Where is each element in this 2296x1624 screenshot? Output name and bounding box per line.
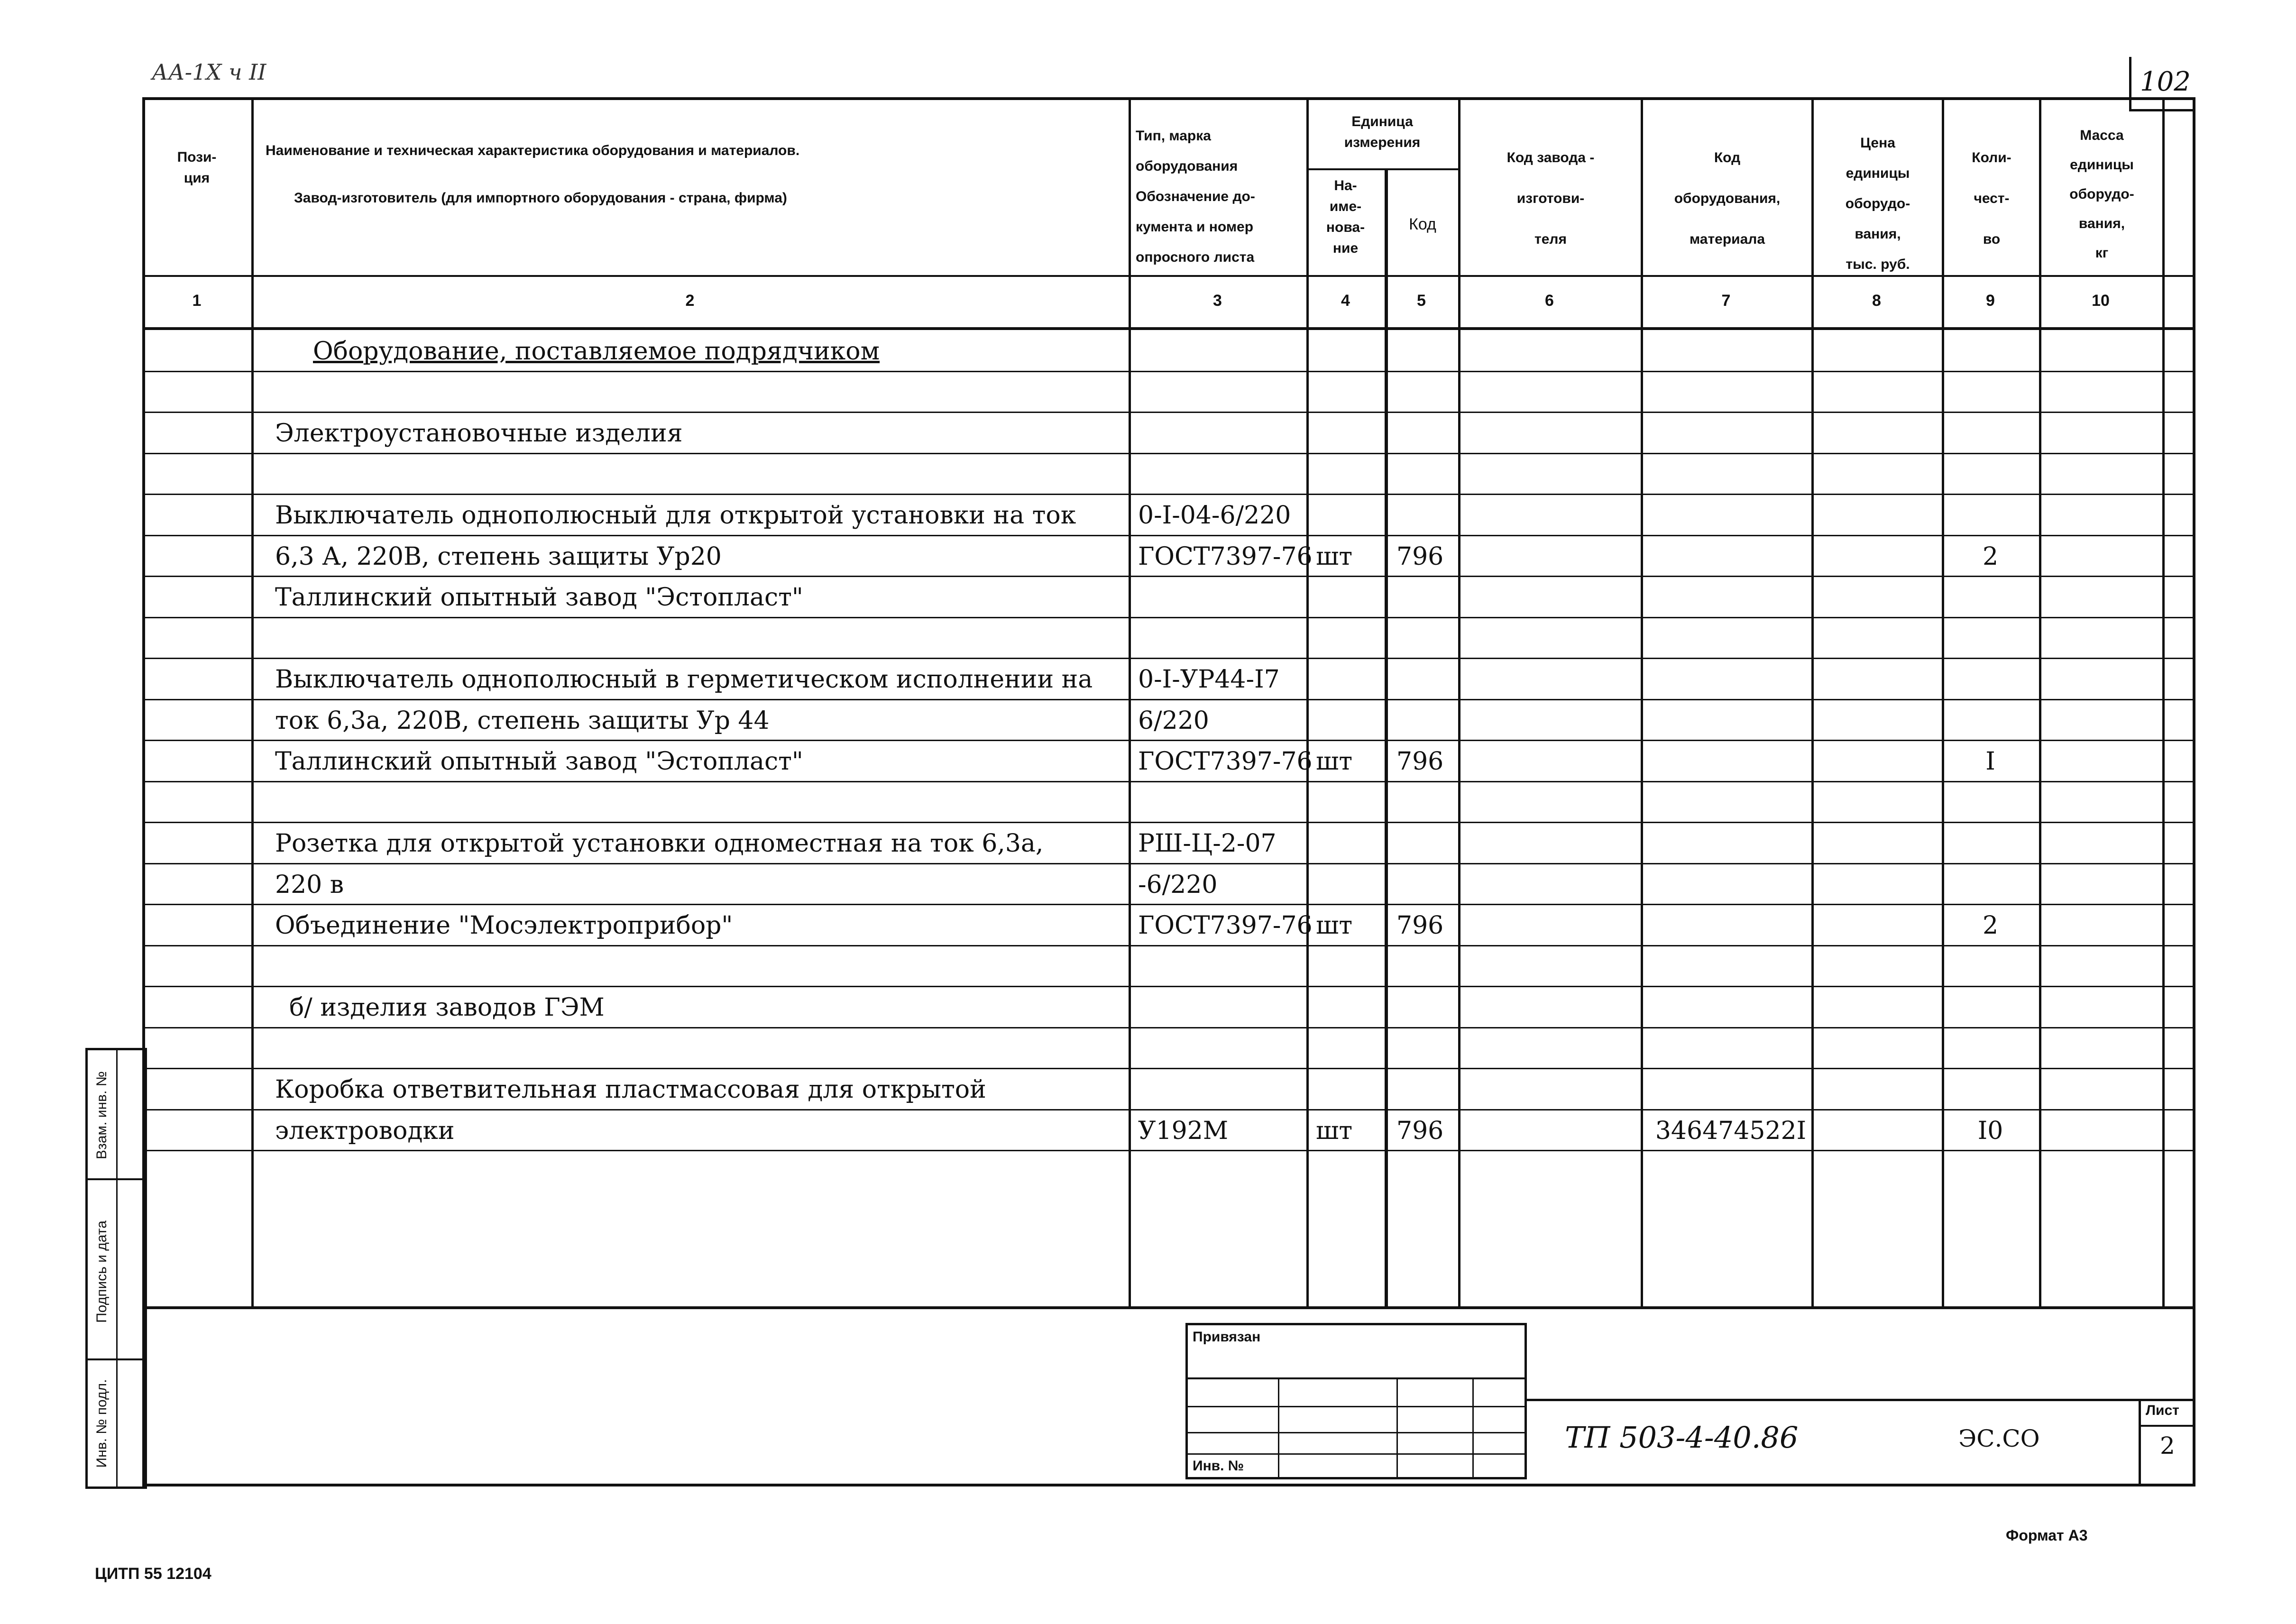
side-inv-orig: Инв. № подл. bbox=[94, 1379, 110, 1468]
col-line-10 bbox=[2162, 97, 2165, 1306]
header-number-line bbox=[142, 327, 2195, 330]
row-name: Электроустановочные изделия bbox=[275, 419, 683, 448]
row-type: -6/220 bbox=[1138, 870, 1218, 899]
col-number-6: 6 bbox=[1545, 292, 1554, 310]
sheet-label: Лист bbox=[2146, 1403, 2179, 1418]
linked-v3 bbox=[1472, 1377, 1474, 1477]
col-number-10: 10 bbox=[2092, 292, 2110, 310]
row-qty: I bbox=[1985, 747, 1995, 776]
row-line bbox=[142, 1109, 2195, 1110]
row-type: ГОСТ7397-76 bbox=[1138, 747, 1313, 776]
row-line bbox=[142, 1027, 2195, 1028]
side-stamp-vline bbox=[116, 1050, 118, 1486]
row-line bbox=[142, 904, 2195, 905]
row-line bbox=[142, 945, 2195, 946]
row-name: электроводки bbox=[275, 1116, 455, 1145]
bottom-left-code: ЦИТП 55 12104 bbox=[95, 1565, 211, 1583]
row-line bbox=[142, 658, 2195, 659]
sheet-number: 2 bbox=[2160, 1432, 2175, 1459]
row-name: Коробка ответвительная пластмассовая для открытой bbox=[275, 1075, 986, 1104]
row-name: Объединение "Мосэлектроприбор" bbox=[275, 911, 733, 940]
col-line-5 bbox=[1458, 97, 1460, 1306]
row-type: ГОСТ7397-76 bbox=[1138, 542, 1313, 571]
col-line-9 bbox=[2039, 97, 2041, 1306]
header-col5: Код bbox=[1409, 215, 1436, 233]
title-block-line bbox=[1527, 1399, 2195, 1401]
designation: ТП 503-4-40.86 bbox=[1565, 1420, 1799, 1455]
header-col8: Цена единицы оборудо- вания, тыс. руб. bbox=[1845, 135, 1910, 272]
col-line-6 bbox=[1641, 97, 1643, 1306]
row-line bbox=[142, 371, 2195, 372]
row-type: У192М bbox=[1138, 1116, 1229, 1145]
col-number-9: 9 bbox=[1986, 292, 1995, 310]
row-line bbox=[142, 781, 2195, 782]
row-name: 6,3 А, 220В, степень защиты Ур20 bbox=[275, 542, 722, 571]
row-name: б/ изделия заводов ГЭМ bbox=[289, 993, 605, 1022]
linked-h4 bbox=[1188, 1453, 1525, 1455]
row-unit: шт bbox=[1316, 911, 1353, 940]
row-name: 220 в bbox=[275, 870, 344, 899]
header-col1: Пози- ция bbox=[177, 149, 217, 186]
sheet-box bbox=[2139, 1399, 2198, 1486]
row-name: Выключатель однополюсный в герметическом исполнении на bbox=[275, 665, 1093, 694]
row-line bbox=[142, 1068, 2195, 1069]
row-qty: I0 bbox=[1977, 1116, 2003, 1145]
linked-v2 bbox=[1396, 1377, 1398, 1477]
row-line bbox=[142, 453, 2195, 454]
row-equip-code: 346474522I bbox=[1655, 1116, 1807, 1145]
header-col7: Код оборудования, материала bbox=[1674, 150, 1781, 247]
row-line bbox=[142, 1150, 2195, 1151]
sheet-box-divider bbox=[2141, 1425, 2195, 1427]
col-line-4 bbox=[1385, 168, 1388, 1306]
col-line-3 bbox=[1306, 97, 1309, 1306]
row-unit: шт bbox=[1316, 747, 1353, 776]
table-bottom-line bbox=[142, 1306, 2195, 1309]
row-line bbox=[142, 822, 2195, 823]
linked-label: Привязан bbox=[1193, 1329, 1261, 1345]
header-col9: Коли- чест- во bbox=[1972, 150, 2011, 247]
linked-v1 bbox=[1278, 1377, 1279, 1477]
col-number-5: 5 bbox=[1417, 292, 1426, 310]
row-unit: шт bbox=[1316, 542, 1353, 571]
page-number: 102 bbox=[2140, 66, 2191, 97]
linked-h3 bbox=[1188, 1432, 1525, 1433]
row-qty: 2 bbox=[1982, 911, 1999, 940]
side-stamp bbox=[85, 1048, 147, 1489]
row-name: ток 6,3а, 220В, степень защиты Ур 44 bbox=[275, 706, 770, 735]
unit-subheader-line bbox=[1306, 168, 1458, 170]
row-type: 0-I-УР44-I7 bbox=[1138, 665, 1280, 694]
col-number-2: 2 bbox=[685, 292, 695, 310]
row-line bbox=[142, 863, 2195, 864]
row-name: Таллинский опытный завод "Эстопласт" bbox=[275, 747, 803, 776]
row-line bbox=[142, 576, 2195, 577]
col-number-8: 8 bbox=[1872, 292, 1881, 310]
side-sign-date: Подпись и дата bbox=[94, 1220, 110, 1323]
col-number-1: 1 bbox=[192, 292, 202, 310]
top-left-note: АА-1Х ч II bbox=[152, 59, 266, 85]
header-col6: Код завода - изготови- теля bbox=[1506, 150, 1595, 247]
row-line bbox=[142, 412, 2195, 413]
title-block-linked bbox=[1185, 1323, 1527, 1479]
row-type: РШ-Ц-2-07 bbox=[1138, 829, 1277, 858]
col-line-2 bbox=[1129, 97, 1131, 1306]
header-col4: На- име- нова- ние bbox=[1326, 178, 1365, 256]
row-type: ГОСТ7397-76 bbox=[1138, 911, 1313, 940]
side-inv-no: Взам. инв. № bbox=[94, 1071, 110, 1159]
row-qty: 2 bbox=[1982, 542, 1999, 571]
col-number-4: 4 bbox=[1341, 292, 1350, 310]
row-line bbox=[142, 617, 2195, 618]
col-number-7: 7 bbox=[1721, 292, 1731, 310]
row-unit: шт bbox=[1316, 1116, 1353, 1145]
row-line bbox=[142, 494, 2195, 495]
format-label: Формат А3 bbox=[2006, 1527, 2088, 1544]
linked-h1 bbox=[1188, 1377, 1525, 1379]
row-type: 0-I-04-6/220 bbox=[1138, 501, 1291, 530]
row-line bbox=[142, 699, 2195, 700]
header-col10: Масса единицы оборудо- вания, кг bbox=[2069, 128, 2134, 261]
row-code: 796 bbox=[1396, 911, 1444, 940]
row-line bbox=[142, 535, 2195, 536]
row-code: 796 bbox=[1396, 1116, 1444, 1145]
row-name: Оборудование, поставляемое подрядчиком bbox=[313, 337, 880, 366]
linked-h2 bbox=[1188, 1406, 1525, 1407]
header-unit-group: Единица измерения bbox=[1344, 114, 1421, 150]
row-name: Выключатель однополюсный для открытой установки на ток bbox=[275, 501, 1076, 530]
row-code: 796 bbox=[1396, 747, 1444, 776]
inv-no-label: Инв. № bbox=[1193, 1458, 1244, 1474]
header-col2-line1: Наименование и техническая характеристика оборудования и материалов. bbox=[266, 143, 800, 158]
col-line-1 bbox=[251, 97, 254, 1306]
mark: ЭС.СО bbox=[1958, 1425, 2040, 1452]
row-code: 796 bbox=[1396, 542, 1444, 571]
row-line bbox=[142, 986, 2195, 987]
header-col2-line2: Завод-изготовитель (для импортного оборудования - страна, фирма) bbox=[294, 190, 787, 206]
row-name: Розетка для открытой установки одноместная на ток 6,3а, bbox=[275, 829, 1044, 858]
col-number-3: 3 bbox=[1213, 292, 1222, 310]
header-col3: Тип, марка оборудования Обозначение до- кумента и номер опросного листа bbox=[1136, 128, 1255, 265]
row-name: Таллинский опытный завод "Эстопласт" bbox=[275, 583, 803, 612]
row-type: 6/220 bbox=[1138, 706, 1209, 735]
row-line bbox=[142, 740, 2195, 741]
